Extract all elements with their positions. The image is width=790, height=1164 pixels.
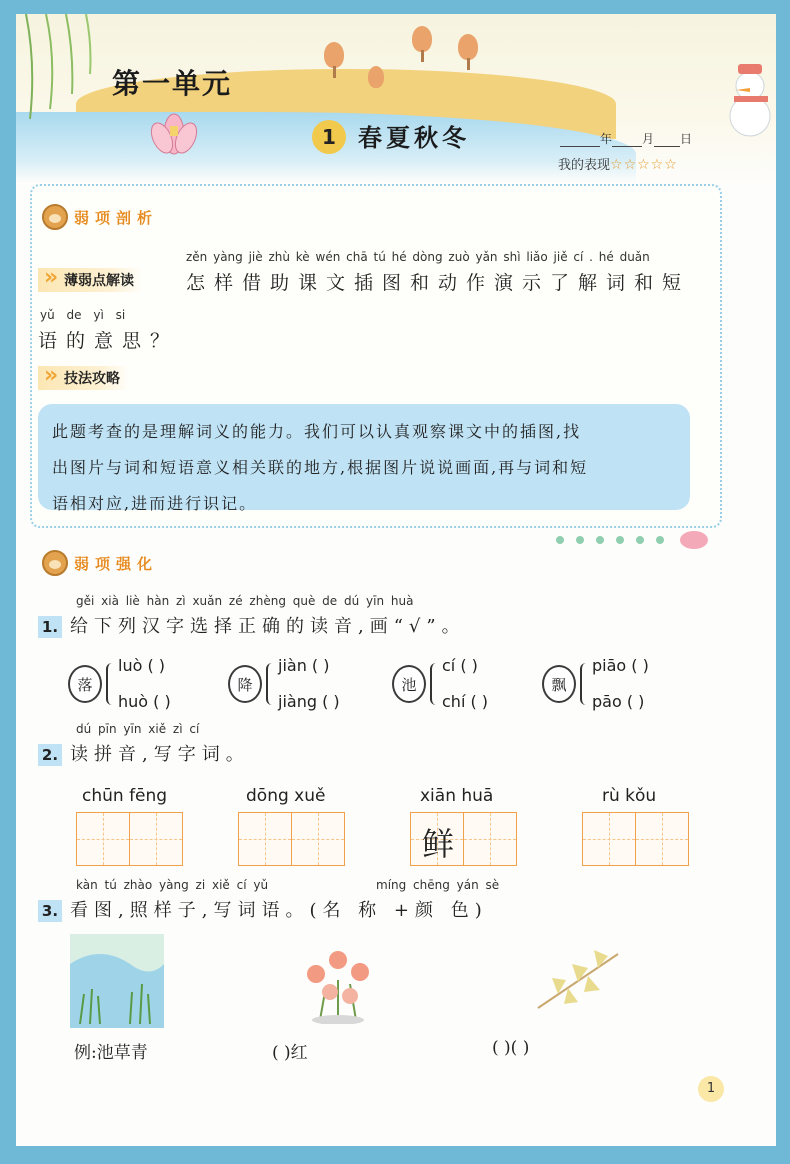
- char-leaf: 飘: [542, 665, 576, 703]
- snowman-icon: [726, 54, 772, 144]
- tip-line: 语相对应,进而进行识记。: [52, 494, 258, 513]
- ginkgo-leaves-picture: [528, 938, 628, 1018]
- tree-trunk: [421, 50, 424, 62]
- brace: [106, 663, 114, 705]
- writing-cell[interactable]: [76, 812, 130, 866]
- char-leaf: 落: [68, 665, 102, 703]
- q2-number: 2.: [38, 744, 62, 766]
- answer-blank-leaves[interactable]: ( )( ): [492, 1038, 530, 1058]
- q1-text: 给下列汉字选择正确的读音,画“√”。: [70, 616, 466, 637]
- question-2: [38, 740, 250, 766]
- day-blank[interactable]: [654, 135, 680, 147]
- tip-line: 出图片与词和短语意义相关联的地方,根据图片说说画面,再与词和短: [52, 458, 589, 477]
- header-illustration: [16, 14, 776, 184]
- writing-cell[interactable]: [635, 812, 689, 866]
- lesson-title: 春夏秋冬: [358, 124, 470, 152]
- choice-group: [392, 648, 488, 720]
- grid-pinyin: rù kǒu: [602, 786, 657, 806]
- q1-pinyin: gěi xià liè hàn zì xuǎn zé zhèng què de dú yīn huà: [76, 594, 414, 608]
- tip-box: [38, 404, 690, 513]
- tree-trunk: [333, 66, 336, 78]
- example-answer: 例:池草青: [74, 1043, 148, 1063]
- writing-cell[interactable]: [129, 812, 183, 866]
- q3-pinyin-2: míng chēng yán sè: [376, 878, 500, 892]
- cell-char: 鲜: [421, 825, 454, 863]
- red-flowers-picture: [290, 940, 386, 1024]
- monkey-icon: [42, 204, 68, 230]
- grid-pinyin: chūn fēng: [82, 786, 168, 806]
- date-fields: [560, 130, 692, 147]
- writing-cell[interactable]: [582, 812, 636, 866]
- tree-trunk: [467, 58, 470, 70]
- practice-heading: [42, 550, 158, 576]
- question-pinyin-2: yǔ de yì si: [40, 308, 126, 322]
- question-3: [38, 896, 488, 922]
- star-rating[interactable]: ☆☆☆☆☆: [610, 157, 678, 173]
- brace: [430, 663, 438, 705]
- q2-text: 读拼音,写字词。: [70, 744, 250, 765]
- month-blank[interactable]: [612, 135, 642, 147]
- reading-option[interactable]: jiàng ( ): [278, 692, 340, 711]
- writing-cell[interactable]: [291, 812, 345, 866]
- char-leaf: 降: [228, 665, 262, 703]
- q2-pinyin: dú pīn yīn xiě zì cí: [76, 722, 200, 736]
- month-label: 月: [642, 132, 655, 146]
- reading-option[interactable]: pāo ( ): [592, 692, 645, 711]
- weak-point-tag: » 薄弱点解读: [38, 268, 142, 292]
- monkey-icon: [42, 550, 68, 576]
- reading-option[interactable]: jiàn ( ): [278, 656, 330, 675]
- unit-title: 第一单元: [112, 67, 233, 100]
- reading-option[interactable]: piāo ( ): [592, 656, 649, 675]
- reading-option[interactable]: luò ( ): [118, 656, 166, 675]
- choice-group: [542, 648, 649, 720]
- question-text: 怎样借助课文插图和动作演示了解词和短: [186, 272, 691, 294]
- performance-label: 我的表现: [558, 158, 611, 173]
- analysis-title: 弱项剖析: [74, 208, 159, 227]
- lotus-icon: [144, 104, 204, 158]
- analysis-heading: [42, 204, 158, 230]
- q3-number: 3.: [38, 900, 62, 922]
- q3-text: 看图,照样子,写词语。(名 称 +颜 色): [70, 900, 488, 921]
- writing-cell[interactable]: [463, 812, 517, 866]
- question-pinyin: zěn yàng jiè zhù kè wén chā tú hé dòng zuò yǎn shì liǎo jiě cí . hé duǎn: [186, 250, 650, 264]
- grid-pinyin: dōng xuě: [246, 786, 326, 806]
- choice-group: [228, 648, 340, 720]
- writing-cell[interactable]: [410, 812, 464, 866]
- tip-line: 此题考查的是理解词义的能力。我们可以认真观察课文中的插图,找: [52, 422, 582, 441]
- lesson-number-badge: 1: [312, 120, 346, 154]
- workbook-page: [16, 14, 776, 1146]
- reading-option[interactable]: huò ( ): [118, 692, 171, 711]
- tree-icon: [458, 34, 478, 60]
- grid-pinyin: xiān huā: [420, 786, 494, 806]
- reading-option[interactable]: cí ( ): [442, 656, 478, 675]
- q3-pinyin: kàn tú zhào yàng zi xiě cí yǔ: [76, 878, 269, 892]
- tree-icon: [324, 42, 344, 68]
- brace: [266, 663, 274, 705]
- technique-tag: » 技法攻略: [38, 366, 128, 390]
- question-text-2: 语的意思？: [38, 330, 179, 352]
- pond-grass-picture: [70, 934, 164, 1028]
- char-leaf: 池: [392, 665, 426, 703]
- willow-icon: [16, 14, 106, 124]
- year-blank[interactable]: [560, 135, 600, 147]
- day-label: 日: [680, 132, 693, 146]
- reading-option[interactable]: chí ( ): [442, 692, 489, 711]
- page-number: 1: [698, 1076, 724, 1102]
- performance-rating: [558, 154, 678, 173]
- writing-cell[interactable]: [238, 812, 292, 866]
- answer-blank-flowers[interactable]: ( )红: [272, 1043, 308, 1063]
- question-1: [38, 612, 466, 638]
- practice-title: 弱项强化: [74, 554, 159, 573]
- tree-icon: [368, 66, 384, 88]
- choice-group: [68, 648, 171, 720]
- brace: [580, 663, 588, 705]
- tree-icon: [412, 26, 432, 52]
- q1-number: 1.: [38, 616, 62, 638]
- year-label: 年: [600, 132, 613, 146]
- decorative-whale-icon: [546, 526, 716, 552]
